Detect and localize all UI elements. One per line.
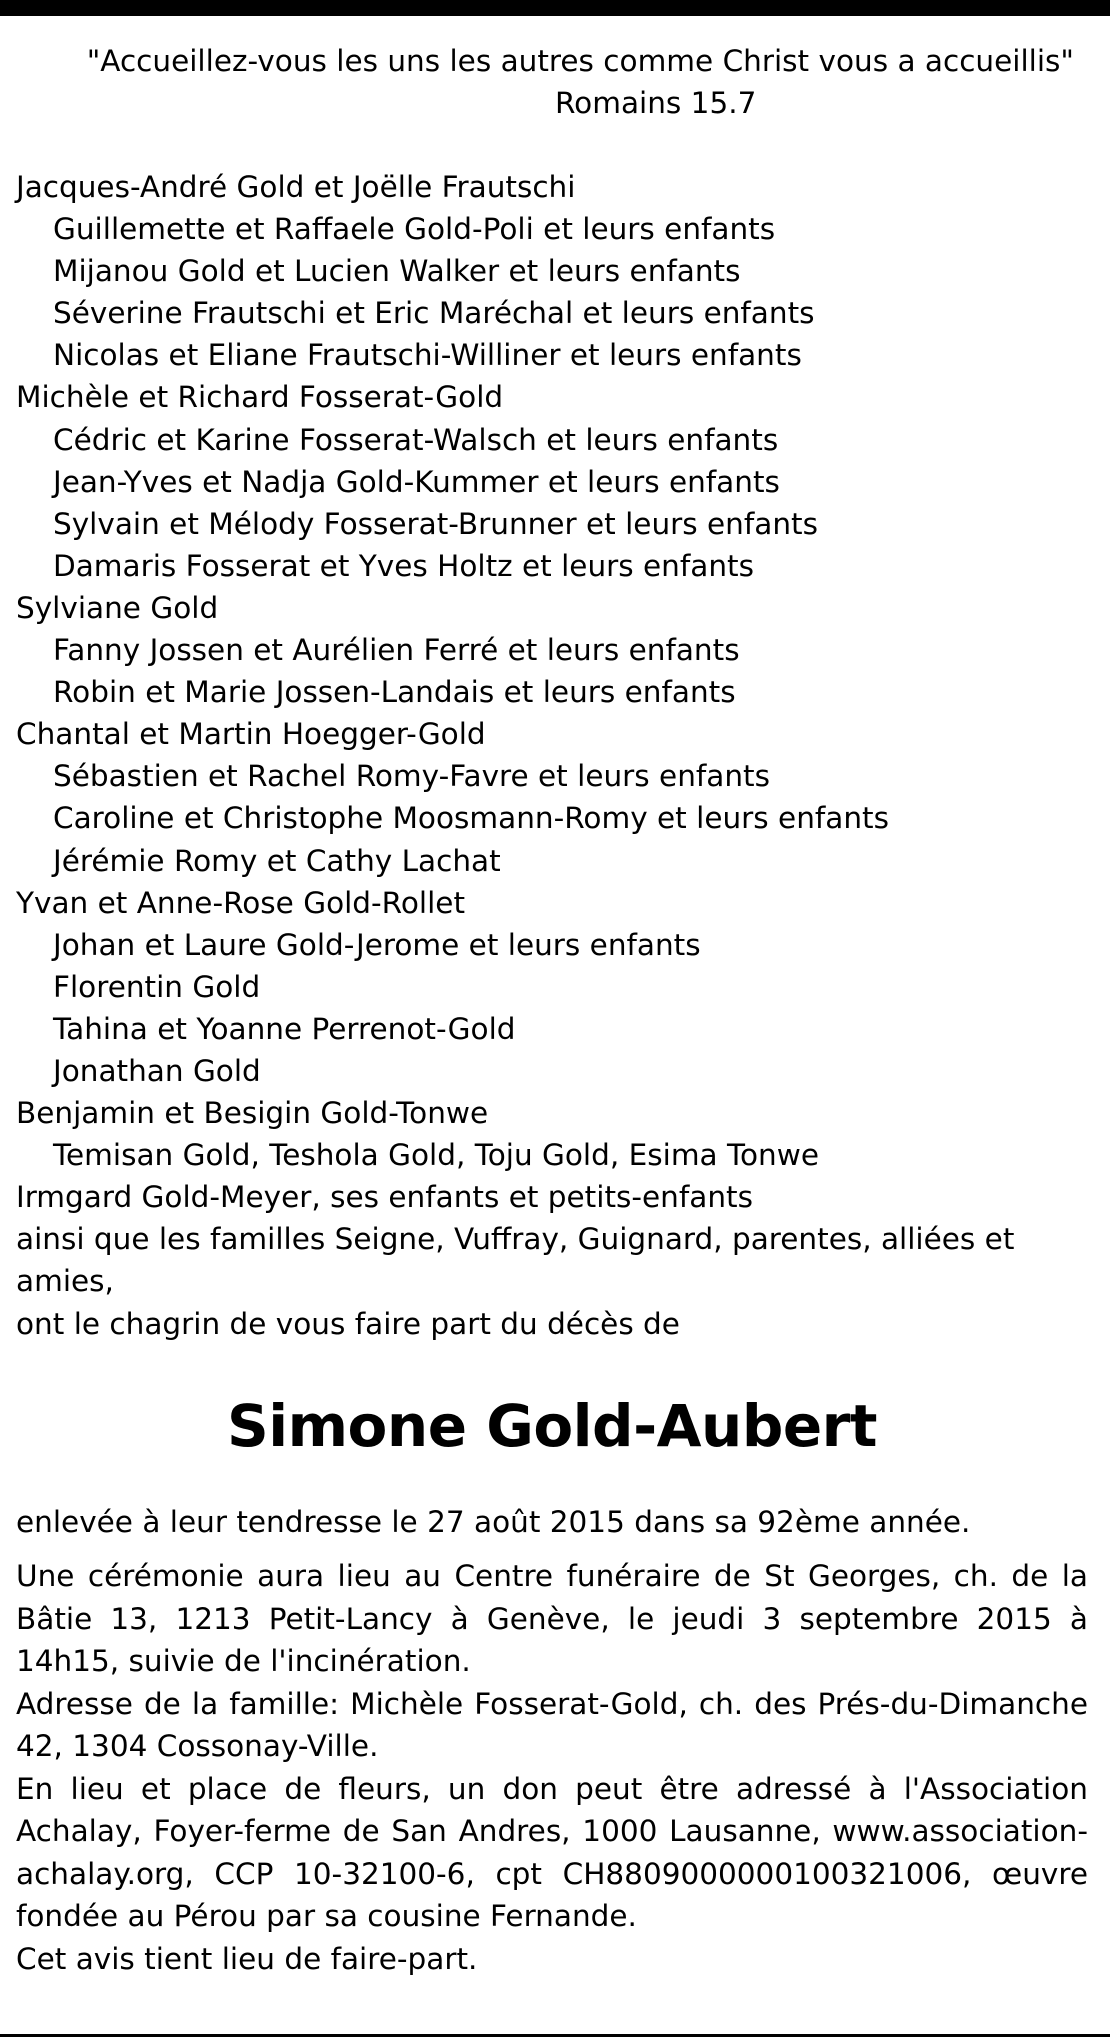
family-member-line: Séverine Frautschi et Eric Maréchal et leurs enfants [53,296,815,331]
family-member-line: Mijanou Gold et Lucien Walker et leurs enfants [53,254,741,289]
closing-note: Cet avis tient lieu de faire-part. [16,1941,478,1976]
family-head-line: Michèle et Richard Fosserat-Gold [16,380,504,415]
family-head-line: Yvan et Anne-Rose Gold-Rollet [16,885,466,920]
family-head-line: Irmgard Gold-Meyer, ses enfants et petits-enfants [16,1180,753,1215]
extended-family-line: ainsi que les familles Seigne, Vuffray, Guignard, parentes, alliées et amies, [16,1222,1015,1299]
family-member-line: Tahina et Yoanne Perrenot-Gold [53,1011,516,1046]
obituary-notice [16,40,1088,1980]
family-head-line: Benjamin et Besigin Gold-Tonwe [16,1096,489,1131]
bottom-border-rule [0,2034,1110,2037]
family-list [16,166,1088,1218]
family-member-line: Sylvain et Mélody Fosserat-Brunner et leurs enfants [53,506,818,541]
family-member-line: Guillemette et Raffaele Gold-Poli et leurs enfants [53,212,776,247]
family-member-line: Nicolas et Eliane Frautschi-Williner et leurs enfants [53,338,802,373]
family-head-line: Chantal et Martin Hoegger-Gold [16,717,486,752]
death-notice: enlevée à leur tendresse le 27 août 2015 dans sa 92ème année. [16,1504,971,1539]
family-member-line: Johan et Laure Gold-Jerome et leurs enfants [53,927,701,962]
family-member-line: Florentin Gold [53,969,261,1004]
family-member-line: Temisan Gold, Teshola Gold, Toju Gold, Esima Tonwe [53,1138,820,1173]
family-member-line: Damaris Fosserat et Yves Holtz et leurs enfants [53,548,754,583]
family-address: Adresse de la famille: Michèle Fosserat-Gold, ch. des Prés-du-Dimanche 42, 1304 Cossonay-Ville. [16,1686,1088,1764]
family-member-line: Sébastien et Rachel Romy-Favre et leurs enfants [53,759,770,794]
verse-reference: Romains 15.7 [555,86,757,120]
family-member-line: Robin et Marie Jossen-Landais et leurs enfants [53,675,736,710]
family-head-line: Jacques-André Gold et Joëlle Frautschi [16,170,576,204]
top-border-rule [0,0,1110,16]
family-member-line: Fanny Jossen et Aurélien Ferré et leurs enfants [53,633,740,668]
family-member-line: Jonathan Gold [53,1053,261,1088]
ceremony-details: Une cérémonie aura lieu au Centre funéraire de St Georges, ch. de la Bâtie 13, 1213 Petit-Lancy à Genève, le jeudi 3 septembre 2015 à 14h15, suivie de l'incinération. [16,1559,1088,1679]
family-member-line: Cédric et Karine Fosserat-Walsch et leurs enfants [53,422,779,457]
family-member-line: Jean-Yves et Nadja Gold-Kummer et leurs enfants [53,464,780,499]
family-head-line: Sylviane Gold [16,590,219,625]
family-member-line: Jérémie Romy et Cathy Lachat [53,843,501,878]
family-member-line: Caroline et Christophe Moosmann-Romy et leurs enfants [53,801,889,836]
bible-verse: "Accueillez-vous les uns les autres comme Christ vous a accueillis" [86,44,1074,78]
donation-info: En lieu et place de fleurs, un don peut être adressé à l'Association Achalay, Foyer-ferme de San Andres, 1000 Lausanne, www.association-achalay.org, CCP 10-32100-6, cpt CH8809000000100321006, œuvre fondée au Pérou par sa cousine Fernande. [16,1771,1088,1934]
deceased-name: Simone Gold-Aubert [226,1391,878,1460]
announcement-line: ont le chagrin de vous faire part du décès de [16,1306,680,1341]
